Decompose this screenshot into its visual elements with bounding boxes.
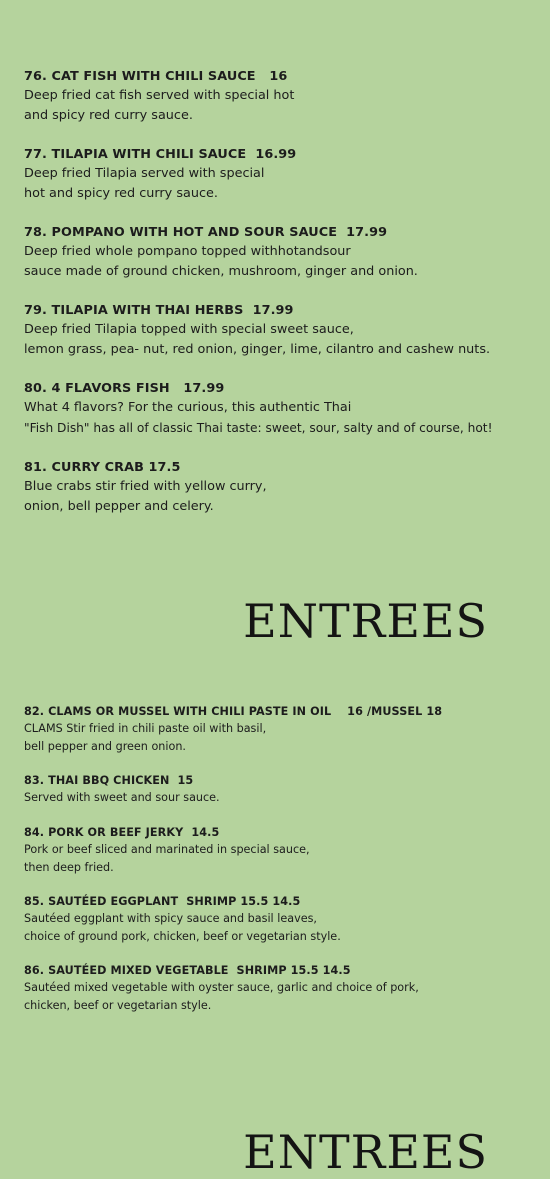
item-title: 86. SAUTÉED MIXED VEGETABLE SHRIMP 15.5 14.5 <box>24 964 351 977</box>
description-line: onion, bell pepper and celery. <box>24 499 214 514</box>
menu-item <box>24 146 544 204</box>
description-line: CLAMS Stir fried in chili paste oil with basil, <box>24 722 267 735</box>
description-line: sauce made of ground chicken, mushroom, ginger and onion. <box>24 264 418 279</box>
item-title: 82. CLAMS OR MUSSEL WITH CHILI PASTE IN OIL 16 /MUSSEL 18 <box>24 705 443 718</box>
item-description <box>24 86 544 126</box>
description-line: Deep fried Tilapia topped with special sweet sauce, <box>24 322 354 337</box>
menu-item <box>24 894 544 945</box>
menu-item <box>24 459 544 517</box>
item-title: 78. POMPANO WITH HOT AND SOUR SAUCE 17.99 <box>24 225 388 240</box>
item-title: 79. TILAPIA WITH THAI HERBS 17.99 <box>24 303 294 318</box>
menu-item <box>24 302 544 360</box>
item-title: 80. 4 FLAVORS FISH 17.99 <box>24 381 225 396</box>
menu-item <box>24 773 544 807</box>
item-description <box>24 320 544 360</box>
item-title: 77. TILAPIA WITH CHILI SAUCE 16.99 <box>24 147 297 162</box>
menu-item <box>24 963 544 1014</box>
item-title: 84. PORK OR BEEF JERKY 14.5 <box>24 826 220 839</box>
menu-item <box>24 68 544 126</box>
description-line: choice of ground pork, chicken, beef or vegetarian style. <box>24 929 341 943</box>
item-title: 81. CURRY CRAB 17.5 <box>24 460 181 475</box>
description-line: Deep fried Tilapia served with special <box>24 166 265 181</box>
description-line: chicken, beef or vegetarian style. <box>24 998 212 1012</box>
description-line: Blue crabs stir fried with yellow curry, <box>24 479 267 494</box>
item-description <box>24 477 544 517</box>
item-title: 76. CAT FISH WITH CHILI SAUCE 16 <box>24 69 288 84</box>
menu-item <box>24 380 544 438</box>
item-description <box>24 720 544 755</box>
menu-item <box>24 224 544 282</box>
description-line: Deep fried cat fish served with special hot <box>24 88 295 103</box>
section-heading: ENTREES <box>243 1125 488 1179</box>
description-line: Pork or beef sliced and marinated in special sauce, <box>24 843 310 856</box>
item-description <box>24 841 544 876</box>
item-description <box>24 910 544 945</box>
section-heading: ENTREES <box>243 594 488 648</box>
item-description <box>24 979 544 1014</box>
description-line: What 4 flavors? For the curious, this authentic Thai <box>24 400 352 415</box>
description-line: Served with sweet and sour sauce. <box>24 791 220 804</box>
item-title: 85. SAUTÉED EGGPLANT SHRIMP 15.5 14.5 <box>24 895 301 908</box>
item-description <box>24 398 544 438</box>
description-line: lemon grass, pea- nut, red onion, ginger, lime, cilantro and cashew nuts. <box>24 342 491 357</box>
item-description <box>24 164 544 204</box>
menu-item <box>24 704 544 755</box>
description-line: Deep fried whole pompano topped withhotandsour <box>24 244 351 259</box>
description-line: then deep fried. <box>24 860 114 874</box>
description-line: hot and spicy red curry sauce. <box>24 186 218 201</box>
description-line: and spicy red curry sauce. <box>24 108 193 123</box>
description-line: bell pepper and green onion. <box>24 739 186 753</box>
item-description <box>24 789 544 807</box>
menu-item <box>24 825 544 876</box>
item-description <box>24 242 544 282</box>
description-line: Sautéed eggplant with spicy sauce and basil leaves, <box>24 912 317 925</box>
description-line: Sautéed mixed vegetable with oyster sauce, garlic and choice of pork, <box>24 981 419 994</box>
description-line: "Fish Dish" has all of classic Thai taste: sweet, sour, salty and of course, hot! <box>24 421 493 435</box>
item-title: 83. THAI BBQ CHICKEN 15 <box>24 774 194 787</box>
